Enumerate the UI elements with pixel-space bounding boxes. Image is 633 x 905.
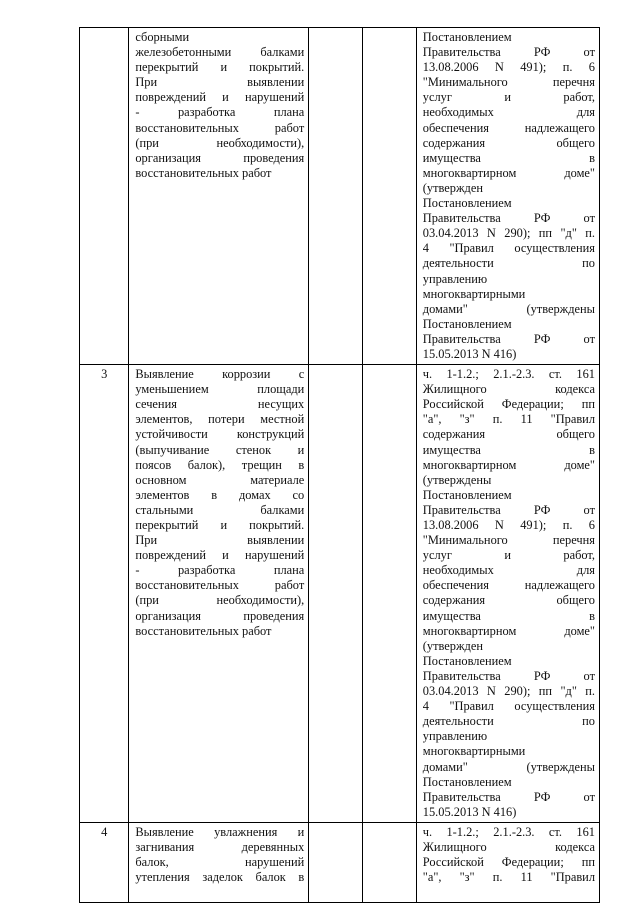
- basis-line: управлению: [422, 271, 488, 286]
- basis-line: Постановлением: [422, 653, 512, 668]
- description-line: утепления заделок балок в: [135, 870, 305, 885]
- description-line: загнивания деревянных: [135, 839, 305, 854]
- basis-line: Правительства РФ от: [422, 789, 595, 804]
- description-line: При выявлении: [135, 533, 305, 548]
- description-line: элементов, потери местной: [135, 412, 305, 427]
- basis-line: "а", "з" п. 11 "Правил: [422, 412, 595, 427]
- description-line: восстановительных работ: [135, 623, 272, 638]
- row-number: 3: [101, 367, 108, 382]
- table-row: [80, 822, 600, 902]
- table-row: [80, 28, 600, 365]
- basis-line: Правительства РФ от: [422, 502, 595, 517]
- works-table-body: [80, 28, 600, 903]
- basis-line: содержания общего: [422, 135, 595, 150]
- description-line: Выявление коррозии с: [135, 367, 305, 382]
- basis-line: 15.05.2013 N 416): [422, 346, 517, 361]
- basis-line: управлению: [422, 729, 488, 744]
- basis-line: 03.04.2013 N 290); пп "д" п.: [422, 684, 595, 699]
- works-table: [79, 27, 600, 903]
- description-line: сборными: [135, 30, 190, 44]
- basis-cell: [416, 28, 599, 365]
- basis-line: имущества в: [422, 608, 595, 623]
- basis-line: многоквартирными: [422, 744, 526, 759]
- basis-line: 13.08.2006 N 491); п. 6: [422, 60, 595, 75]
- description-line: организация проведения: [135, 150, 305, 165]
- basis-line: 13.08.2006 N 491); п. 6: [422, 518, 595, 532]
- description-line: сечения несущих: [135, 397, 305, 412]
- basis-line: "а", "з" п. 11 "Правил: [422, 870, 595, 885]
- basis-cell: [416, 822, 599, 902]
- description-line: уменьшением площади: [135, 382, 305, 397]
- description-line: балок, нарушений: [135, 855, 305, 870]
- description-line: При выявлении: [135, 75, 305, 90]
- description-line: (при необходимости),: [135, 593, 305, 608]
- basis-line: услуг и работ,: [422, 548, 595, 563]
- basis-line: (утвержден: [422, 180, 483, 195]
- basis-line: "Минимального перечня: [422, 75, 595, 90]
- basis-line: 4 "Правил осуществления: [422, 699, 595, 714]
- basis-line: 15.05.2013 N 416): [422, 804, 517, 819]
- basis-line: имущества в: [422, 442, 595, 457]
- basis-line: необходимых для: [422, 563, 595, 578]
- description-line: (выпучивание стенок и: [135, 442, 305, 457]
- row-number-cell: [80, 28, 129, 365]
- basis-line: Российской Федерации; пп: [422, 855, 595, 870]
- basis-line: многоквартирном доме": [422, 457, 595, 472]
- basis-line: многоквартирными: [422, 286, 526, 301]
- basis-line: ч. 1-1.2.; 2.1.-2.3. ст. 161: [422, 824, 595, 839]
- description-lines: [129, 365, 308, 641]
- basis-cell: [416, 365, 599, 823]
- description-line: повреждений и нарушений: [135, 90, 305, 105]
- description-line: поясов балок), трещин в: [135, 457, 305, 472]
- row-number-cell: [80, 365, 129, 823]
- description-lines: [129, 823, 308, 887]
- empty-cell: [363, 822, 417, 902]
- description-line: организация проведения: [135, 608, 305, 623]
- basis-line: Правительства РФ от: [422, 211, 595, 226]
- basis-line: Постановлением: [422, 487, 512, 502]
- basis-line: Постановлением: [422, 196, 512, 211]
- description-line: - разработка плана: [135, 105, 305, 120]
- description-line: основном материале: [135, 472, 305, 487]
- empty-cell: [309, 822, 363, 902]
- basis-lines: [417, 28, 599, 364]
- table-row: [80, 365, 600, 823]
- empty-cell: [309, 365, 363, 823]
- description-line: перекрытий и покрытий.: [135, 518, 305, 532]
- basis-line: многоквартирном доме": [422, 623, 595, 638]
- description-lines: [129, 28, 308, 183]
- description-line: - разработка плана: [135, 563, 305, 578]
- basis-line: (утвержден: [422, 638, 483, 653]
- basis-lines: [417, 823, 599, 887]
- basis-line: Жилищного кодекса: [422, 382, 595, 397]
- empty-cell: [309, 28, 363, 365]
- basis-line: "Минимального перечня: [422, 533, 595, 548]
- description-cell: [129, 28, 309, 365]
- description-cell: [129, 365, 309, 823]
- description-line: стальными балками: [135, 502, 305, 517]
- basis-line: содержания общего: [422, 593, 595, 608]
- description-line: железобетонными балками: [135, 45, 305, 60]
- basis-line: деятельности по: [422, 714, 595, 729]
- basis-line: услуг и работ,: [422, 90, 595, 105]
- description-line: (при необходимости),: [135, 135, 305, 150]
- basis-line: Правительства РФ от: [422, 331, 595, 346]
- basis-line: многоквартирном доме": [422, 165, 595, 180]
- basis-line: 4 "Правил осуществления: [422, 241, 595, 256]
- row-number: 4: [101, 824, 108, 839]
- basis-line: необходимых для: [422, 105, 595, 120]
- basis-line: Жилищного кодекса: [422, 839, 595, 854]
- basis-line: обеспечения надлежащего: [422, 120, 595, 135]
- description-line: элементов в домах со: [135, 487, 305, 502]
- basis-line: домами" (утверждены: [422, 759, 595, 774]
- basis-line: домами" (утверждены: [422, 301, 595, 316]
- basis-line: Правительства РФ от: [422, 45, 595, 60]
- basis-line: ч. 1-1.2.; 2.1.-2.3. ст. 161: [422, 367, 595, 382]
- description-line: восстановительных работ: [135, 120, 305, 135]
- description-line: восстановительных работ: [135, 165, 272, 180]
- empty-cell: [363, 365, 417, 823]
- description-line: повреждений и нарушений: [135, 548, 305, 563]
- basis-lines: [417, 365, 599, 822]
- basis-line: Правительства РФ от: [422, 668, 595, 683]
- basis-line: Российской Федерации; пп: [422, 397, 595, 412]
- description-line: перекрытий и покрытий.: [135, 60, 305, 75]
- basis-line: 03.04.2013 N 290); пп "д" п.: [422, 226, 595, 241]
- basis-line: Постановлением: [422, 316, 512, 331]
- basis-line: имущества в: [422, 150, 595, 165]
- basis-line: Постановлением: [422, 30, 512, 44]
- basis-line: (утверждены: [422, 472, 492, 487]
- description-line: восстановительных работ: [135, 578, 305, 593]
- description-line: Выявление увлажнения и: [135, 824, 305, 839]
- description-line: устойчивости конструкций: [135, 427, 305, 442]
- basis-line: Постановлением: [422, 774, 512, 789]
- basis-line: обеспечения надлежащего: [422, 578, 595, 593]
- description-cell: [129, 822, 309, 902]
- empty-cell: [363, 28, 417, 365]
- row-number-cell: [80, 822, 129, 902]
- basis-line: содержания общего: [422, 427, 595, 442]
- basis-line: деятельности по: [422, 256, 595, 271]
